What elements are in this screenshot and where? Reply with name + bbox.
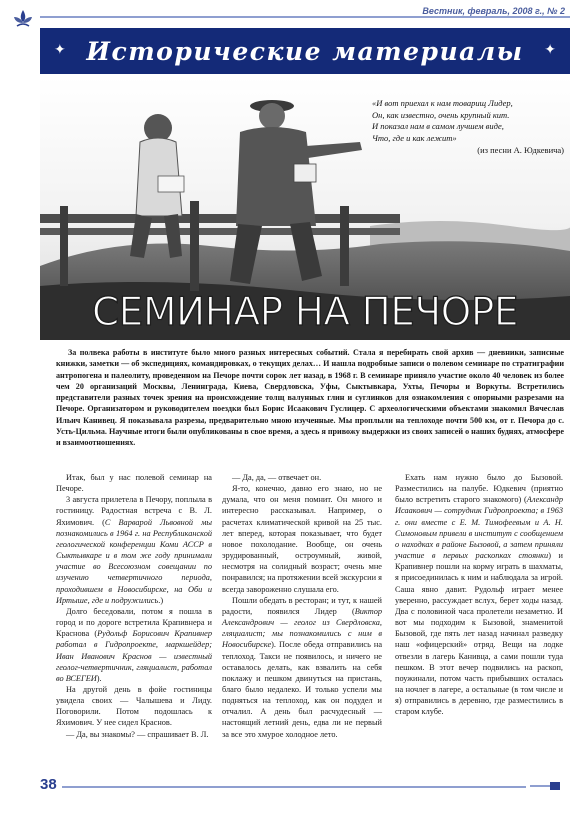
- header-rule: [40, 16, 570, 18]
- epigraph-line-4: Что, где и как лежит»: [372, 132, 457, 143]
- page-number: 38: [40, 776, 57, 793]
- section-title: Исторические материалы: [86, 37, 524, 66]
- paragraph: Я-то, конечно, давно его знаю, но не думала, что он меня помнит. Он много и интересно рассказывал. Например, о расчетах климатической кривой на 25 тыс. лет вперед, которая показывает, что будет новое похолодание. Вообще, он очень эрудированный, остроумный, живой, несмотря на солидный возраст; очень мне понравился; на протяжении всей экскурсии я всегда завороженно слушала его.: [222, 484, 382, 594]
- paragraph: Ехать нам нужно было до Бызовой. Разместились на палубе. Юдкевич (приятно было встретить старого знакомого) (Александр Исаакович — сотрудник Гидропроекта; в 1963 г. они вместе с Е. М. Тимофеевым и А. Н. Симоновым привели в институт с сообщением о находках в районе Бызовой, а затем приняли участие в первых раскопках стоянки) и Крапивнер пошли на корму играть в шахматы, я присоединилась к ним и наблюдала за игрой. Саша явно давит. Рудольф играет менее уверенно, рассуждает вслух, берет ходы назад. Два с половиной часа пролетели незаметно. И вот мы подходим к Бызовой, знаменитой Бызовой, где пять лет назад начинал разведку наш «офицерский» отряд. Вещи на лодке отвезли в лагерь Канивца, а сами пошли туда пешком. В этот вечер подвились на раскоп, поужинали, потом часть прибывших осталась на ночлег в лагере, а остальные (в том числе и я) отправились в деревню, где разместились в старом клубе.: [395, 473, 563, 717]
- banner-star-right-icon: ✦: [544, 42, 556, 58]
- journal-logo-icon: [12, 8, 34, 30]
- epigraph-line-3: И показал нам в самом лучшем виде,: [372, 121, 504, 131]
- epigraph: [372, 98, 564, 157]
- journal-issue-line: Вестник, февраль, 2008 г., № 2: [416, 6, 565, 16]
- epigraph-source: (из песни А. Юдкевича): [477, 145, 564, 155]
- paragraph: На другой день в фойе гостиницы увидела своих — Чалышева и Лиду. Поговорили. Потом подошлась к Яхимович. У нее сидел Краснов.: [56, 684, 212, 728]
- banner-star-left-icon: ✦: [54, 42, 66, 58]
- paragraph: — Да, вы знакомы? — спрашивает В. Л.: [66, 729, 209, 739]
- epigraph-line-1: «И вот приехал к нам товарищ Лидер,: [372, 98, 513, 108]
- footer-rule: [62, 786, 526, 788]
- text-column-3: [395, 472, 563, 717]
- text-column-2: [222, 472, 382, 740]
- paragraph: 3 августа прилетела в Печору, поплыла в гостиницу. Радостная встреча с В. Л. Яхимович. (С Варварой Львовной мы познакомились в 1964 г. на Республиканской геологической конференции Коми АССР в Сыктывкаре и в том же году принимали участие во Всесоюзном совещании по изучению четвертичного периода, проходившем в Новосибирске, на Оби и Иртыше, где и подружились.): [56, 495, 212, 605]
- text-column-1: [56, 472, 212, 740]
- paragraph: Итак, был у нас полевой семинар на Печоре.: [56, 473, 212, 494]
- section-banner: [40, 28, 570, 74]
- paragraph: — Да, да, — отвечает он.: [232, 473, 322, 482]
- article-lead: За полвека работы в институте было много разных интересных событий. Стала я перебирать свой архив — дневники, записные книжки, заметки — об экспедициях, командировках, о текущих делах… И нашла подробные записи о полевом семинаре по стратиграфии антропогена и палеолиту, проведенном на Печоре почти сорок лет назад, в 1968 г. В семинаре приняло участие около 40 человек из более чем 20 организаций Москвы, Ленинграда, Киева, Свердловска, Уфы, Сыктывкара, Ухты, Печоры и Воркуты. Встретились представители разных точек зрения на происхождение толщ валунных глин и суглинков для ознакомления с опорными разрезами на Печоре. Организатором и руководителем поездки был Борис Исаакович Гуслицер. С археологическими объектами знакомил Вячеслав Ильич Канивец. Я показывала разрезы, предварительно мною изученные. Мы проплыли на теплоходе почти 500 км, от г. Печора до с. Усть-Цильма. Научные итоги были опубликованы в свое время, а здесь я привожу выдержки из своих записей о наших буднях, атмосфере и взаимоотношениях.: [56, 348, 564, 448]
- article-headline: СЕМИНАР НА ПЕЧОРЕ: [91, 290, 519, 335]
- footer-ornament-icon: [530, 780, 560, 792]
- epigraph-line-2: Он, как известно, очень крупный кит.: [372, 109, 510, 120]
- paragraph: Долго беседовали, потом я пошла в город и по дороге встретила Крапивнера и Краснова (Рудольф Борисович Крапивнер работал в Гидропроекте, маркшейдер; Иван Иванович Краснов — известный геолог-четвертичник, гляциалист, работал во ВСЕГЕИ).: [56, 606, 213, 683]
- paragraph: Пошли обедать в ресторан; и тут, к нашей радости, появился Лидер (Виктор Александрович — геолог из Свердловска, гляциалист; мы познакомились с ним в Новосибирске). После обеда отправились на теплоход. Такси не появилось, и ничего не оставалось делать, как взвалить на себя поклажу и пешком двинуться на пристань, благо было недалеко. И только успели мы подняться на теплоход, как он подудел и отчалил. А день был расчудесный — настоящий летний день, едва ли не первый за все это хмурое холодное лето.: [222, 595, 382, 739]
